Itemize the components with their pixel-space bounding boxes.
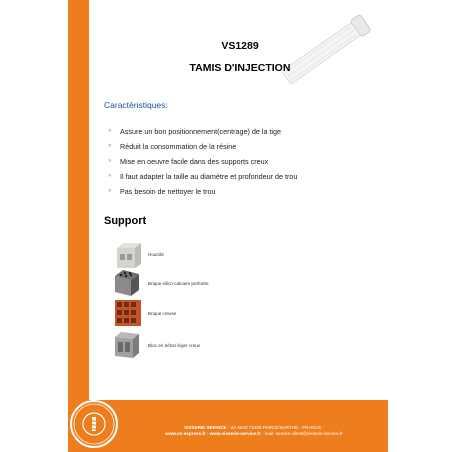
arrow-bullet-icon: » bbox=[108, 173, 112, 179]
company-address: - ZA Nord 72300 PARCÉ/SARTHE - FRANCE - bbox=[226, 425, 324, 430]
arrow-bullet-icon: » bbox=[108, 158, 112, 164]
perforated-brick-icon bbox=[115, 270, 141, 296]
left-accent-bar bbox=[68, 0, 89, 400]
list-item: » Réduit la consommation de la résine bbox=[108, 139, 297, 154]
product-reference: VS1289 bbox=[221, 40, 259, 52]
arrow-bullet-icon: » bbox=[108, 143, 112, 149]
footer-contact bbox=[126, 425, 382, 437]
list-item: » Il faut adapter la taille au diamètre et profondeur de trou bbox=[108, 169, 297, 184]
list-item: » Assure un bon positionnement(centrage) de la tige bbox=[108, 124, 297, 139]
company-websites[interactable]: www.vs-express.fr - www.visserie-service.fr bbox=[165, 431, 261, 436]
support-label: Brique silico-calcaire perforée bbox=[148, 281, 209, 286]
arrow-bullet-icon: » bbox=[108, 128, 112, 134]
concrete-block-icon bbox=[115, 332, 141, 358]
hollow-brick-icon bbox=[115, 300, 141, 326]
support-heading: Support bbox=[104, 215, 147, 227]
list-item: » Pas besoin de nettoyer le trou bbox=[108, 184, 297, 199]
characteristics-heading: Caractéristiques: bbox=[104, 100, 168, 110]
screw-logo-icon bbox=[72, 402, 116, 446]
injection-sieve-image bbox=[268, 5, 378, 100]
arrow-bullet-icon: » bbox=[108, 188, 112, 194]
company-email[interactable]: - mail: service.client@visserie-service.fr bbox=[260, 431, 343, 436]
list-item: » Mise en oeuvre facile dans des supports creux bbox=[108, 154, 297, 169]
support-label: Hourdis bbox=[148, 252, 164, 257]
company-logo bbox=[70, 400, 118, 448]
company-name: VISSERIE SERVICE bbox=[184, 425, 227, 430]
hollow-block-icon bbox=[115, 242, 141, 268]
product-title: TAMIS D'INJECTION bbox=[189, 62, 291, 74]
support-label: Brique creuse bbox=[148, 311, 177, 316]
characteristics-list bbox=[108, 124, 297, 199]
support-label: Bloc en béton léger creux bbox=[148, 343, 201, 348]
